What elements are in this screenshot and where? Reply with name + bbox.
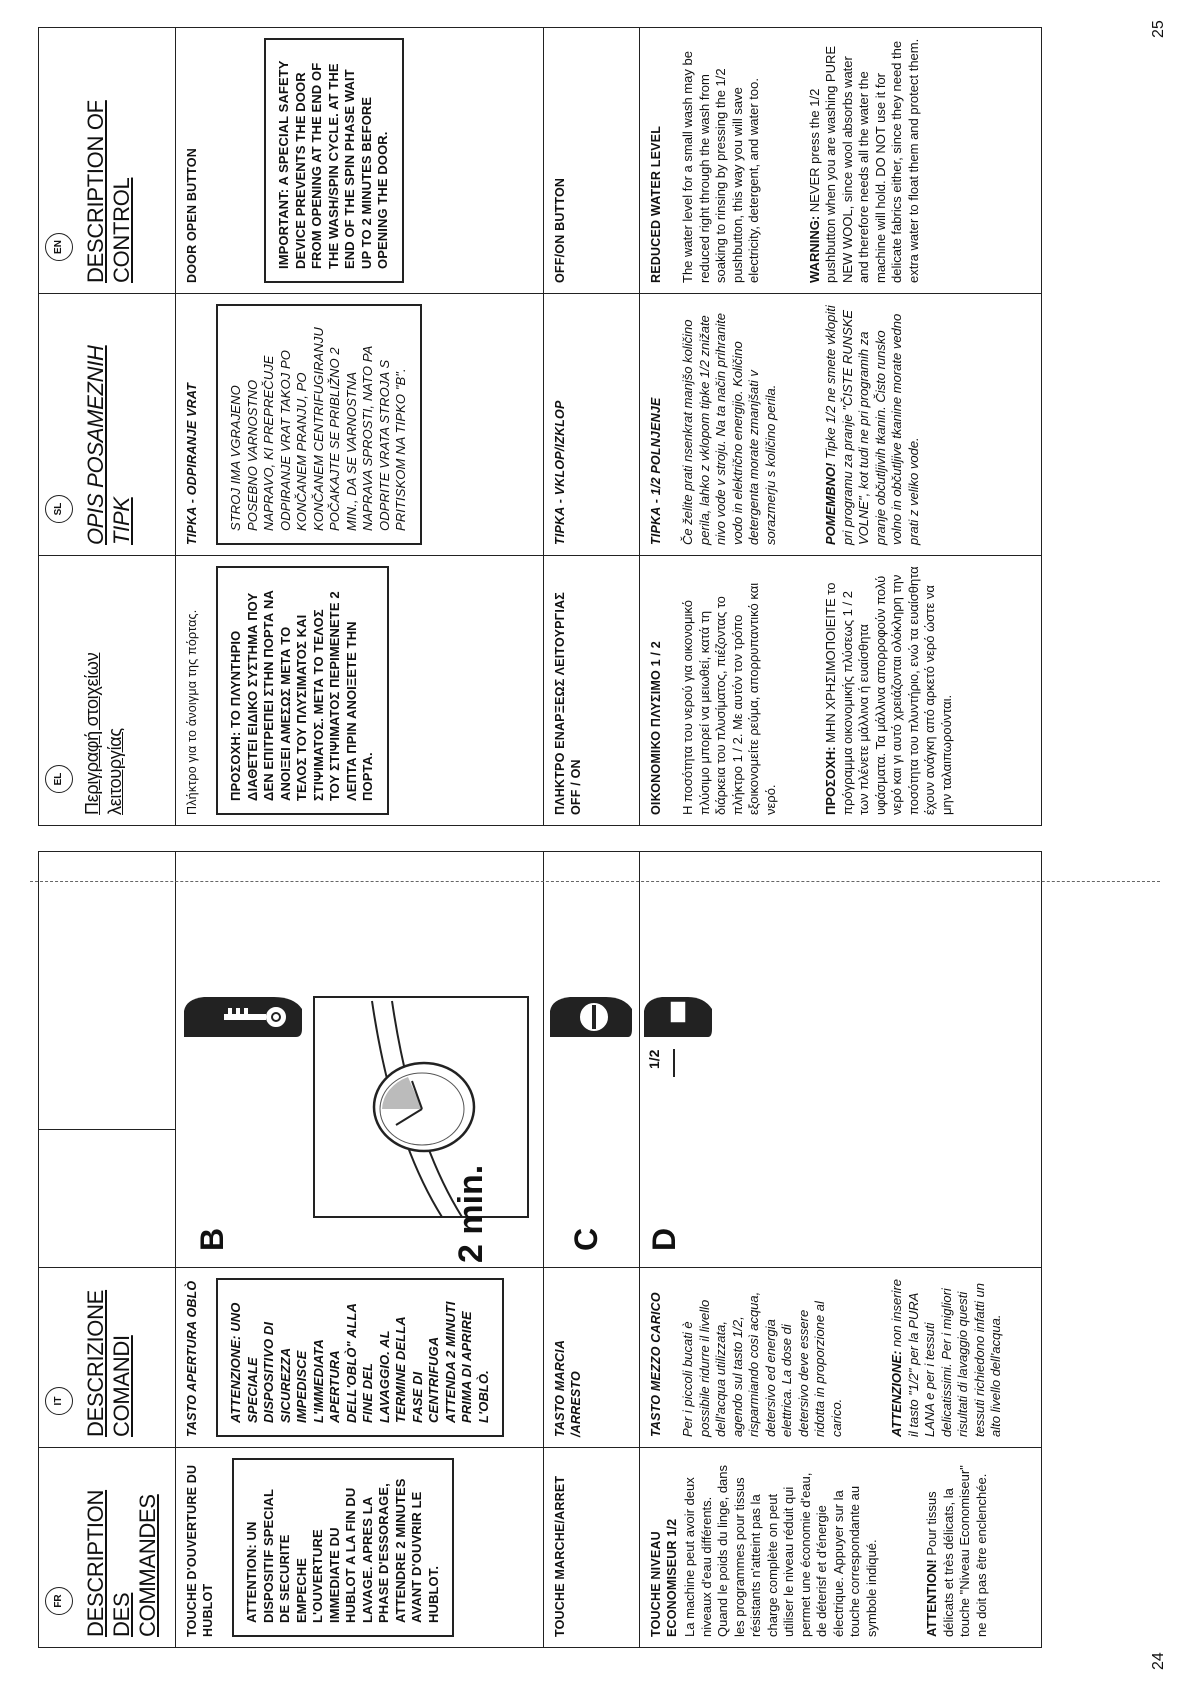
el-half-warning <box>823 566 955 815</box>
el-half-text: Η ποσότητα του νερού για οικονομικό πλύσιμο μπορεί να μειωθεί, κατά τη διάρκεια του πλυσίματος, πιέζοντας το πλήκτρο 1 / 2. Με αυτόν τον τρόπο εξοικονομείτε ρεύμα, απορρυπαντικό και νερό. <box>680 582 778 815</box>
fr-onoff-label: TOUCHE MARCHE/ARRET <box>553 1475 567 1637</box>
sl-half-title: TIPKA - 1/2 POLNJENJE <box>649 397 663 545</box>
fr-flag: FR <box>45 1587 73 1615</box>
left-control-table <box>38 851 1042 1648</box>
en-half-cell <box>640 28 1042 294</box>
sl-flag: SL <box>45 495 73 523</box>
sl-half-warning-label: POMEMBNO! <box>823 462 838 545</box>
sl-half-warning <box>823 304 922 545</box>
el-header <box>39 556 176 826</box>
el-flag: EL <box>45 765 73 793</box>
en-half-warning <box>807 38 923 283</box>
letter-b: B <box>194 1227 230 1251</box>
door-illustration-cell <box>176 852 544 1268</box>
fr-door-button-label: TOUCHE D'OUVERTURE DU HUBLOT <box>185 1464 215 1637</box>
it-header <box>39 1268 176 1448</box>
letter-c: C <box>568 1227 604 1251</box>
fr-half-text: La machine peut avoir deux niveaux d'eau différents. Quand le poids du linge, dans les programmes pour tissus résistants n'atteint pas la charge complète on peut utiliser le niveau réduit qui permet une économie d'eau, de déterisf et d'énergie électrique. Appuyer sur la touche correspondante au symbole indiqué. <box>682 1464 879 1637</box>
en-door-warning: IMPORTANT: A SPECIAL SAFETY DEVICE PREVENTS THE DOOR FROM OPENING AT THE END OF THE WASH/SPIN CYCLE. AT THE END OF THE SPIN PHASE WAIT UP TO 2 MINUTES BEFORE OPENING THE DOOR. <box>264 38 404 283</box>
sl-door-button-label: TIPKA - ODPIRANJE VRAT <box>185 382 199 545</box>
en-flag: EN <box>45 233 73 261</box>
el-door-warning: ΠΡΟΣΟΧΗ: ΤΟ ΠΛΥΝΤΗΡΙΟ ΔΙΑΘΕΤΕΙ ΕΙΔΙΚΟ ΣΥΣΤΗΜΑ ΠΟΥ ΔΕΝ ΕΠΙΤΡΕΠΕΙ ΣΤΗΝ ΠΟΡΤΑ ΝΑ ΑΝΟΙΞΕΙ ΑΜΕΣΩΣ ΜΕΤΑ ΤΟ ΤΕΛΟΣ ΤΟΥ ΠΛΥΣΙΜΑΤΟΣ ΚΑΙ ΣΤΙΨΙΜΑΤΟΣ. ΜΕΤΑ ΤΟ ΤΕΛΟΣ ΤΟΥ ΣΤΙΨΙΜΑΤΟΣ ΠΕΡΙΜΕΝΕΤΕ 2 ΛΕΠΤΑ ΠΡΙΝ ΑΝΟΙΞΕΤΕ ΤΗΝ ΠΟΡΤΑ. <box>216 566 389 815</box>
fr-title: DESCRIPTION DES COMMANDES <box>83 1489 160 1637</box>
power-icon <box>550 995 634 1039</box>
fr-header <box>39 1448 176 1648</box>
el-half-title: ΟΙΚΟΝΟΜΙΚΟ ΠΛΥΣΙΜΟ 1 / 2 <box>649 641 663 815</box>
en-title: DESCRIPTION OF CONTROL <box>83 100 134 283</box>
sl-half-warning-text: Tipke 1/2 ne smete vklopiti pri programu za pranje "ČISTE RUNSKE VOLNE", kot tudi ne pri programih za pranje občutljivih tkanin. Čisto runsko volno in občutljive tkanine morate vedno prati z veliko vode. <box>823 305 921 545</box>
half-symbol: 1/2 <box>646 1049 662 1069</box>
en-half-text: The water level for a small wash may be reduced right through the wash from soaking to rinsing by pressing the 1/2 pushbutton, this way you will save electricity, detergent, and water too. <box>680 51 761 283</box>
onoff-illustration-cell <box>544 852 640 1268</box>
el-onoff-label: ΠΛΗΚΤΡΟ ΕΝΑΡΞΕΩΣ ΛΕΙΤΟΥΡΓΙΑΣ OFF / ON <box>553 592 583 815</box>
it-half-warning-label: ATTENZIONE: <box>889 1350 904 1437</box>
sl-header <box>39 294 176 556</box>
fr-half-warning-text: Pour tissus délicats et très délicats, la touche "Niveau Economiseur" ne doit pas être enclenchée. <box>924 1465 989 1637</box>
it-half-warning <box>889 1278 1005 1437</box>
sl-onoff-label: TIPKA - VKLOP/IZKLOP <box>553 400 567 545</box>
it-onoff-cell <box>544 1268 640 1448</box>
page-number-left: 24 <box>1150 1652 1167 1670</box>
right-control-table <box>38 27 1042 826</box>
it-half-text: Per i piccoli bucati è possibile ridurre il livello dell'acqua utilizzata, agendo sul tasto 1/2, risparmiando così acqua, detersivo ed energia elettrica. La dose di detersivo deve essere ridotta in proporzione al carico. <box>680 1291 844 1437</box>
it-door-button-label: TASTO APERTURA OBLÒ <box>185 1280 199 1437</box>
el-title: Περιγραφή στοιχείων λειτουργίας <box>82 652 125 815</box>
en-half-warning-label: WARNING: <box>806 215 822 283</box>
el-door-cell <box>176 556 544 826</box>
it-half-warning-text: non inserire il tasto "1/2" per la PURA LANA e per i tessuti delicatissimi. Per i migliori risultati di lavaggio questi tessuti richiedono infatti un alto livello dell'acqua. <box>889 1279 1003 1437</box>
en-onoff-label: OFF/ON BUTTON <box>553 177 567 283</box>
half-illustration-cell <box>640 852 1042 1268</box>
sl-half-cell <box>640 294 1042 556</box>
fold-divider <box>30 881 1160 882</box>
it-door-warning: ATTENZIONE: UNO SPECIALE DISPOSITIVO DI SICUREZZA IMPEDISCE L'IMMEDIATA APERTURA DELL'OBLÒ" ALLA FINE DEL LAVAGGIO. AL TERMINE DELLA FASE DI CENTRIFUGA ATTENDA 2 MINUTI PRIMA DI APRIRE L'OBLÒ. <box>216 1278 504 1437</box>
en-door-cell <box>176 28 544 294</box>
fr-half-title: TOUCHE NIVEAU ECONOMISEUR 1/2 <box>649 1518 679 1637</box>
fr-half-cell <box>640 1448 1042 1648</box>
el-half-cell <box>640 556 1042 826</box>
it-flag: IT <box>45 1387 73 1415</box>
wristwatch-illustration <box>312 995 538 1263</box>
el-onoff-cell <box>544 556 640 826</box>
fr-half-warning <box>924 1458 990 1637</box>
fr-door-cell <box>176 1448 544 1648</box>
el-half-warning-label: ΠΡΟΣΟΧΗ: <box>823 746 838 815</box>
sl-door-warning: STROJ IMA VGRAJENO POSEBNO VARNOSTNO NAPRAVO, KI PREPREČUJE ODPIRANJE VRAT TAKOJ PO KONČANEM PRANJU, PO KONČANEM CENTRIFUGIRANJU POČAKAJTE SE PRIBLIŽNO 2 MIN., DA SE VARNOSTNA NAPRAVA SPROSTI, NATO PA ODPRITE VRATA STROJA S PRITISKOM NA TIPKO "B". <box>216 304 422 545</box>
sl-title: OPIS POSAMEZNIH TIPK <box>83 345 134 545</box>
en-header <box>39 28 176 294</box>
fr-door-warning: ATTENTION: UN DISPOSITIF SPECIAL DE SECURITE EMPECHE L'OUVERTURE IMMEDIATE DU HUBLOT A LA FIN DU LAVAGE. APRES LA PHASE D'ESSORAGE, ATTENDRE 2 MINUTES AVANT D'OUVRIR LE HUBLOT. <box>232 1458 454 1637</box>
fr-onoff-cell <box>544 1448 640 1648</box>
en-door-button-label: DOOR OPEN BUTTON <box>185 148 199 283</box>
timer-label: 2 min. <box>452 1164 490 1263</box>
illustration-header-a <box>39 1130 176 1268</box>
page-number-right: 25 <box>1150 20 1167 38</box>
sl-half-text: Če želite prati nsenkrat manjšo količino perila, lahko z vklopom tipke 1/2 znižate nivo vode v stroju. Na ta način prihranite vodo in električno energijo. Količino detergenta morate zmanjšati v sorazmerju s količino perila. <box>680 313 778 545</box>
key-icon <box>184 995 304 1039</box>
fr-half-warning-label: ATTENTION! <box>924 1559 939 1637</box>
it-door-cell <box>176 1268 544 1448</box>
illustration-header-b <box>39 852 176 1130</box>
el-door-button-label: Πλήκτρο για το άνοιγμα της πόρτας. <box>185 609 199 815</box>
it-title: DESCRIZIONE COMANDI <box>83 1289 134 1437</box>
sl-door-cell <box>176 294 544 556</box>
it-onoff-label: TASTO MARCIA /ARRESTO <box>553 1340 583 1437</box>
it-half-title: TASTO MEZZO CARICO <box>649 1292 663 1437</box>
en-onoff-cell <box>544 28 640 294</box>
el-half-warning-text: ΜΗΝ ΧΡΗΣΙΜΟΠΟΙΕΙΤΕ το πρόγραμμα οικονομικής πλύσεως 1 / 2 των πλένετε μάλλινα ή ευαίσθητα υφάσματα. Τα μάλλινα απορροφούν πολύ νερό και γι αυτό χρειάζονται ολόκληρη την ποσότητα του πλυντήριο, ενώ τα ευαίσθητα έχουν ανάγκη από αρκετό νερό ώστε να μην ταλαιπωρούνται. <box>823 566 954 815</box>
en-half-warning-text: NEVER press the 1/2 pushbutton when you are washing PURE NEW WOOL, since wool absorbs water and therefore needs all the water the machine will hold. DO NOT use it for delicate fabrics either, since they need the extra water to float them and protect them. <box>806 38 921 283</box>
letter-d: D <box>646 1227 682 1251</box>
sl-onoff-cell <box>544 294 640 556</box>
it-half-cell <box>640 1268 1042 1448</box>
en-half-title: REDUCED WATER LEVEL <box>649 125 663 283</box>
